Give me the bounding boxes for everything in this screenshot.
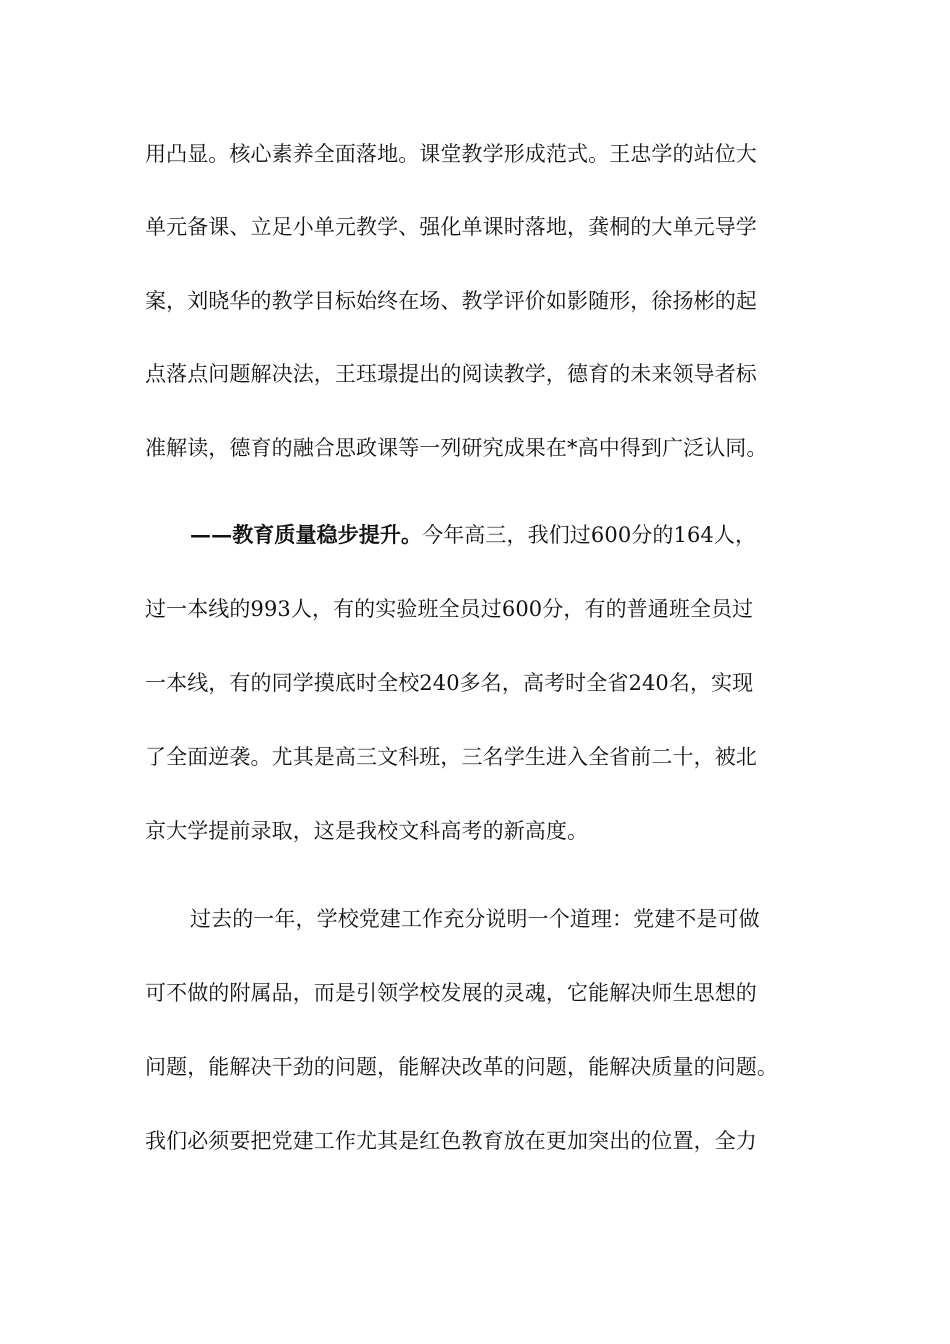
paragraph-2-line-3: 一本线，有的同学摸底时全校240多名，高考时全省240名，实现 bbox=[145, 671, 754, 695]
paragraph-2-line-4: 了全面逆袭。尤其是高三文科班，三名学生进入全省前二十，被北 bbox=[145, 745, 757, 769]
paragraph-1-line-4: 点落点问题解决法，王珏璟提出的阅读教学，德育的未来领导者标 bbox=[145, 362, 757, 386]
paragraph-2-heading: ——教育质量稳步提升。 bbox=[190, 522, 423, 547]
paragraph-2-line-1 bbox=[190, 520, 880, 550]
paragraph-3-line-4: 我们必须要把党建工作尤其是红色教育放在更加突出的位置，全力 bbox=[145, 1129, 757, 1153]
paragraph-1-line-1: 用凸显。核心素养全面落地。课堂教学形成范式。王忠学的站位大 bbox=[145, 142, 757, 166]
paragraph-2-line-2: 过一本线的993人，有的实验班全员过600分，有的普通班全员过 bbox=[145, 597, 754, 621]
paragraph-3-line-1: 过去的一年，学校党建工作充分说明一个道理：党建不是可做 bbox=[190, 907, 760, 931]
paragraph-3-line-3: 问题，能解决干劲的问题，能解决改革的问题，能解决质量的问题。 bbox=[145, 1055, 778, 1079]
paragraph-2-lead-text: 今年高三，我们过600分的164人， bbox=[422, 523, 757, 547]
paragraph-1-line-2: 单元备课、立足小单元教学、强化单课时落地，龚桐的大单元导学 bbox=[145, 215, 757, 239]
paragraph-1-line-3: 案，刘晓华的教学目标始终在场、教学评价如影随形，徐扬彬的起 bbox=[145, 289, 757, 313]
paragraph-1-line-5: 准解读，德育的融合思政课等一列研究成果在*高中得到广泛认同。 bbox=[145, 436, 768, 460]
paragraph-2-line-5: 京大学提前录取，这是我校文科高考的新高度。 bbox=[145, 819, 589, 843]
paragraph-3-line-2: 可不做的附属品，而是引领学校发展的灵魂，它能解决师生思想的 bbox=[145, 981, 757, 1005]
